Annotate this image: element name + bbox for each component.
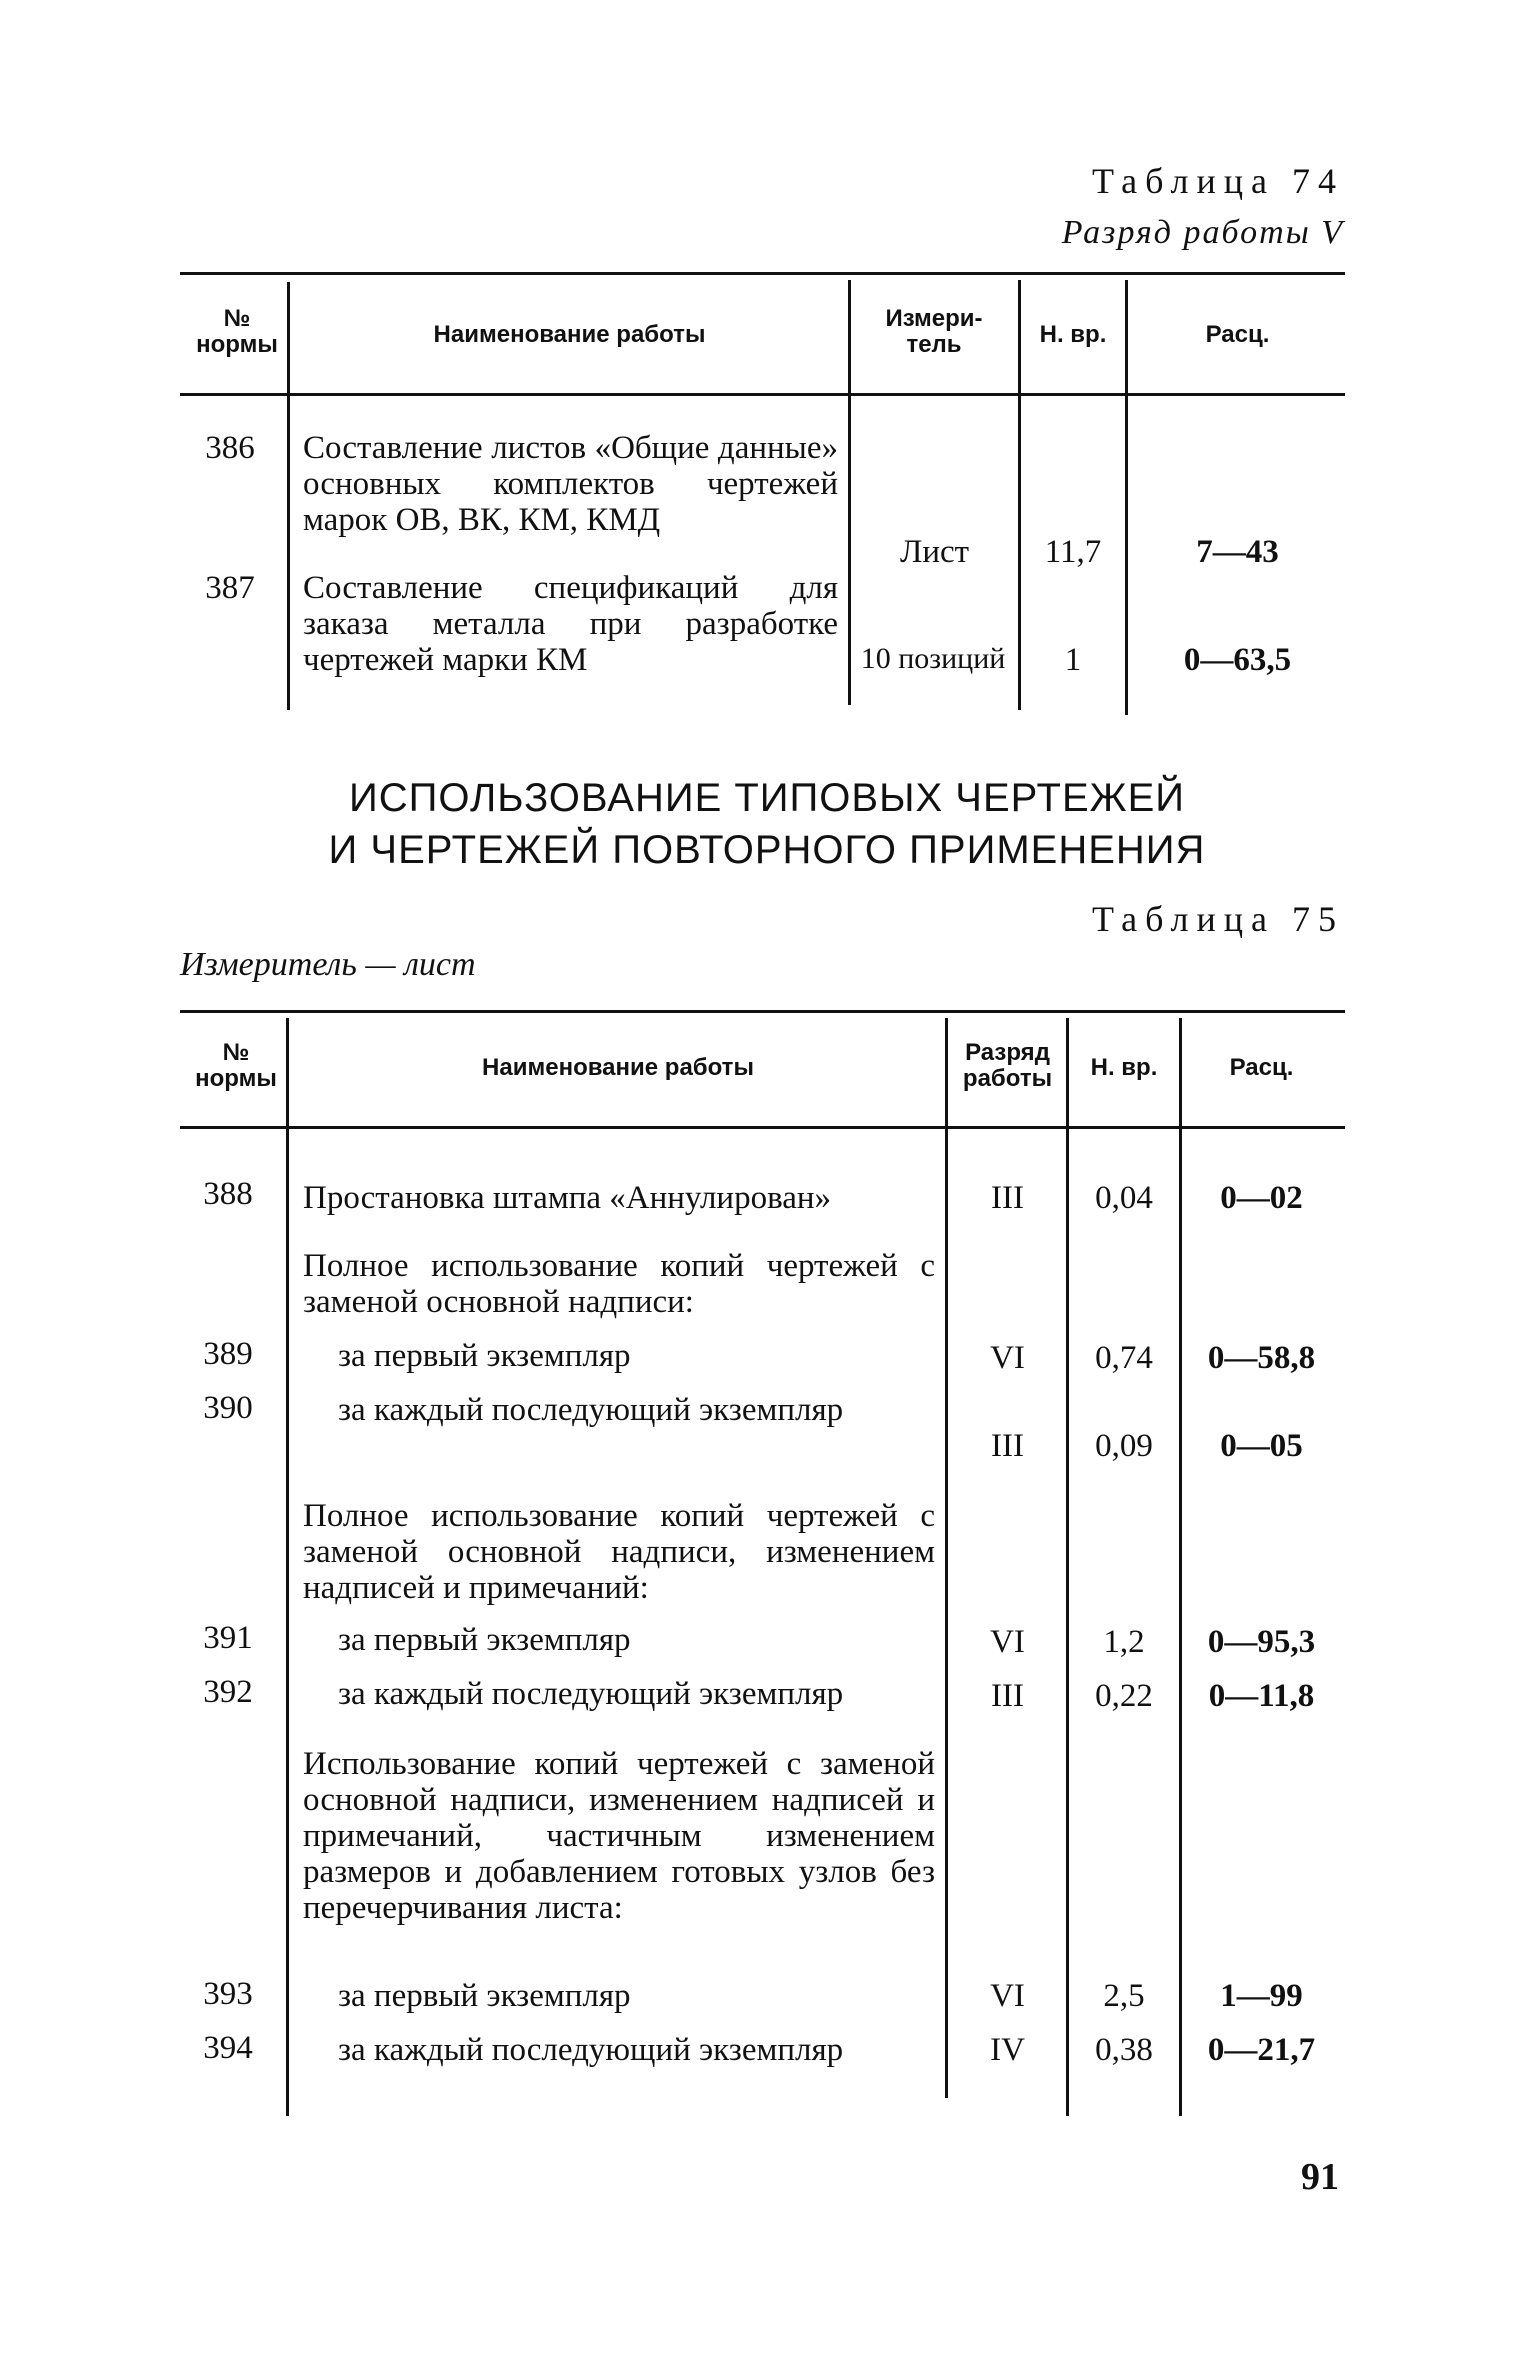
table-75-row-rate: 0—05 <box>1220 1428 1303 1464</box>
table-75-row-time: 0,22 <box>1095 1678 1153 1714</box>
table-75-row-num: 390 <box>203 1390 253 1426</box>
section-heading-line-2: И ЧЕРТЕЖЕЙ ПОВТОРНОГО ПРИМЕНЕНИЯ <box>328 828 1206 872</box>
table-74-row-num: 386 <box>205 430 255 466</box>
table-75-row-rate: 0—02 <box>1220 1180 1303 1216</box>
table-75-row-name: Простановка штампа «Аннулирован» <box>303 1180 832 1216</box>
table-75-row-time: 0,04 <box>1095 1180 1153 1216</box>
table-75-row-time: 0,74 <box>1095 1340 1153 1376</box>
table-75-col-divider <box>286 1018 289 2116</box>
table-75-row-name: за каждый последующий экземпляр <box>338 1392 844 1428</box>
table-75-row-rate: 0—58,8 <box>1207 1340 1316 1376</box>
table-75-row-name: за первый экземпляр <box>338 1622 631 1658</box>
table-74-header-unit: Измери- тель <box>885 305 983 358</box>
table-75-header-rate: Расц. <box>1229 1054 1294 1081</box>
table-75-row-num: 391 <box>203 1620 253 1656</box>
table-75-row-time: 0,38 <box>1095 2032 1153 2068</box>
table-75-row-num: 394 <box>203 2030 253 2066</box>
table-74-col-divider <box>1125 280 1128 715</box>
table-74-col-divider <box>1018 280 1021 710</box>
table-75-row-grade: III <box>991 1180 1024 1216</box>
table-74-row-rate: 7—43 <box>1196 534 1279 570</box>
table-74-row-time: 1 <box>1064 642 1082 678</box>
table-74-header-num: № нормы <box>196 305 278 358</box>
table-75-header-name: Наименование работы <box>482 1054 754 1081</box>
table-75-row-num: 392 <box>203 1674 253 1710</box>
table-75-row-rate: 0—21,7 <box>1207 2032 1316 2068</box>
table-75-header-grade: Разряд работы <box>962 1039 1053 1092</box>
table-75-row-grade: VI <box>990 1340 1025 1376</box>
table-75-row-time: 1,2 <box>1103 1624 1145 1660</box>
table-75-row-name: за первый экземпляр <box>338 1978 631 2014</box>
table-74-col-divider <box>848 280 851 705</box>
table-75-top-rule <box>180 1010 1345 1013</box>
table-75-row-time: 2,5 <box>1103 1978 1145 2014</box>
table-75-row-time: 0,09 <box>1095 1428 1153 1464</box>
table-74-col-divider <box>287 282 290 710</box>
table-74-header-name: Наименование работы <box>433 321 706 348</box>
table-75-row-name: за каждый последующий экземпляр <box>338 1676 844 1712</box>
table-75-header-num: № нормы <box>195 1039 277 1092</box>
table-75-col-divider <box>1066 1018 1069 2116</box>
table-74-subtitle: Разряд работы V <box>1061 214 1344 251</box>
table-75-row-num: 393 <box>203 1976 253 2012</box>
table-75-row-grade: III <box>991 1678 1024 1714</box>
table-74-row-name: Составление спецификаций для заказа металла при разработке чертежей марки КМ <box>303 570 838 678</box>
table-75-header-rule <box>180 1126 1345 1129</box>
table-75-row-grade: VI <box>990 1624 1025 1660</box>
table-75-row-grade: IV <box>990 2032 1025 2068</box>
table-75-row-rate: 1—99 <box>1220 1978 1303 2014</box>
table-75-row-rate: 0—95,3 <box>1207 1624 1316 1660</box>
table-75-header-time: Н. вр. <box>1090 1054 1158 1081</box>
table-74-row-name: Составление листов «Общие данные» основных комплектов чертежей марок ОВ, ВК, КМ, КМД <box>303 430 838 538</box>
table-74-top-rule <box>180 272 1345 275</box>
table-75-group-title: Использование копий чертежей с заменой основной надписи, изменением надписей и примечаний, частичным изменением размеров и добавлением готовых узлов без перечерчивания листа: <box>303 1746 935 1926</box>
table-75-measure: Измеритель — лист <box>180 946 476 983</box>
table-74-row-rate: 0—63,5 <box>1183 642 1292 678</box>
table-75-group-title: Полное использование копий чертежей с заменой основной надписи: <box>303 1248 935 1320</box>
table-75-row-grade: VI <box>990 1978 1025 2014</box>
table-75-row-num: 388 <box>203 1176 253 1212</box>
table-74-row-num: 387 <box>205 570 255 606</box>
table-74-row-unit: Лист <box>899 534 970 570</box>
table-75-col-divider <box>945 1018 948 2098</box>
table-74-header-rule <box>180 393 1345 396</box>
table-74-row-unit: 10 позиций <box>860 642 1006 675</box>
page-number: 91 <box>1301 2156 1339 2198</box>
table-75-row-rate: 0—11,8 <box>1208 1678 1315 1714</box>
table-74-header-rate: Расц. <box>1205 321 1270 348</box>
section-heading-line-1: ИСПОЛЬЗОВАНИЕ ТИПОВЫХ ЧЕРТЕЖЕЙ <box>348 776 1185 820</box>
table-75-row-name: за каждый последующий экземпляр <box>338 2032 844 2068</box>
table-74-title: Таблица 74 <box>1092 161 1344 201</box>
table-75-row-name: за первый экземпляр <box>338 1338 631 1374</box>
table-74-header-time: Н. вр. <box>1039 321 1107 348</box>
table-75-col-divider <box>1179 1018 1182 2116</box>
table-75-group-title: Полное использование копий чертежей с заменой основной надписи, изменением надписей и примечаний: <box>303 1498 935 1606</box>
table-75-row-num: 389 <box>203 1336 253 1372</box>
table-75-title: Таблица 75 <box>1092 899 1344 939</box>
table-74-row-time: 11,7 <box>1044 534 1102 570</box>
table-75-row-grade: III <box>991 1428 1024 1464</box>
